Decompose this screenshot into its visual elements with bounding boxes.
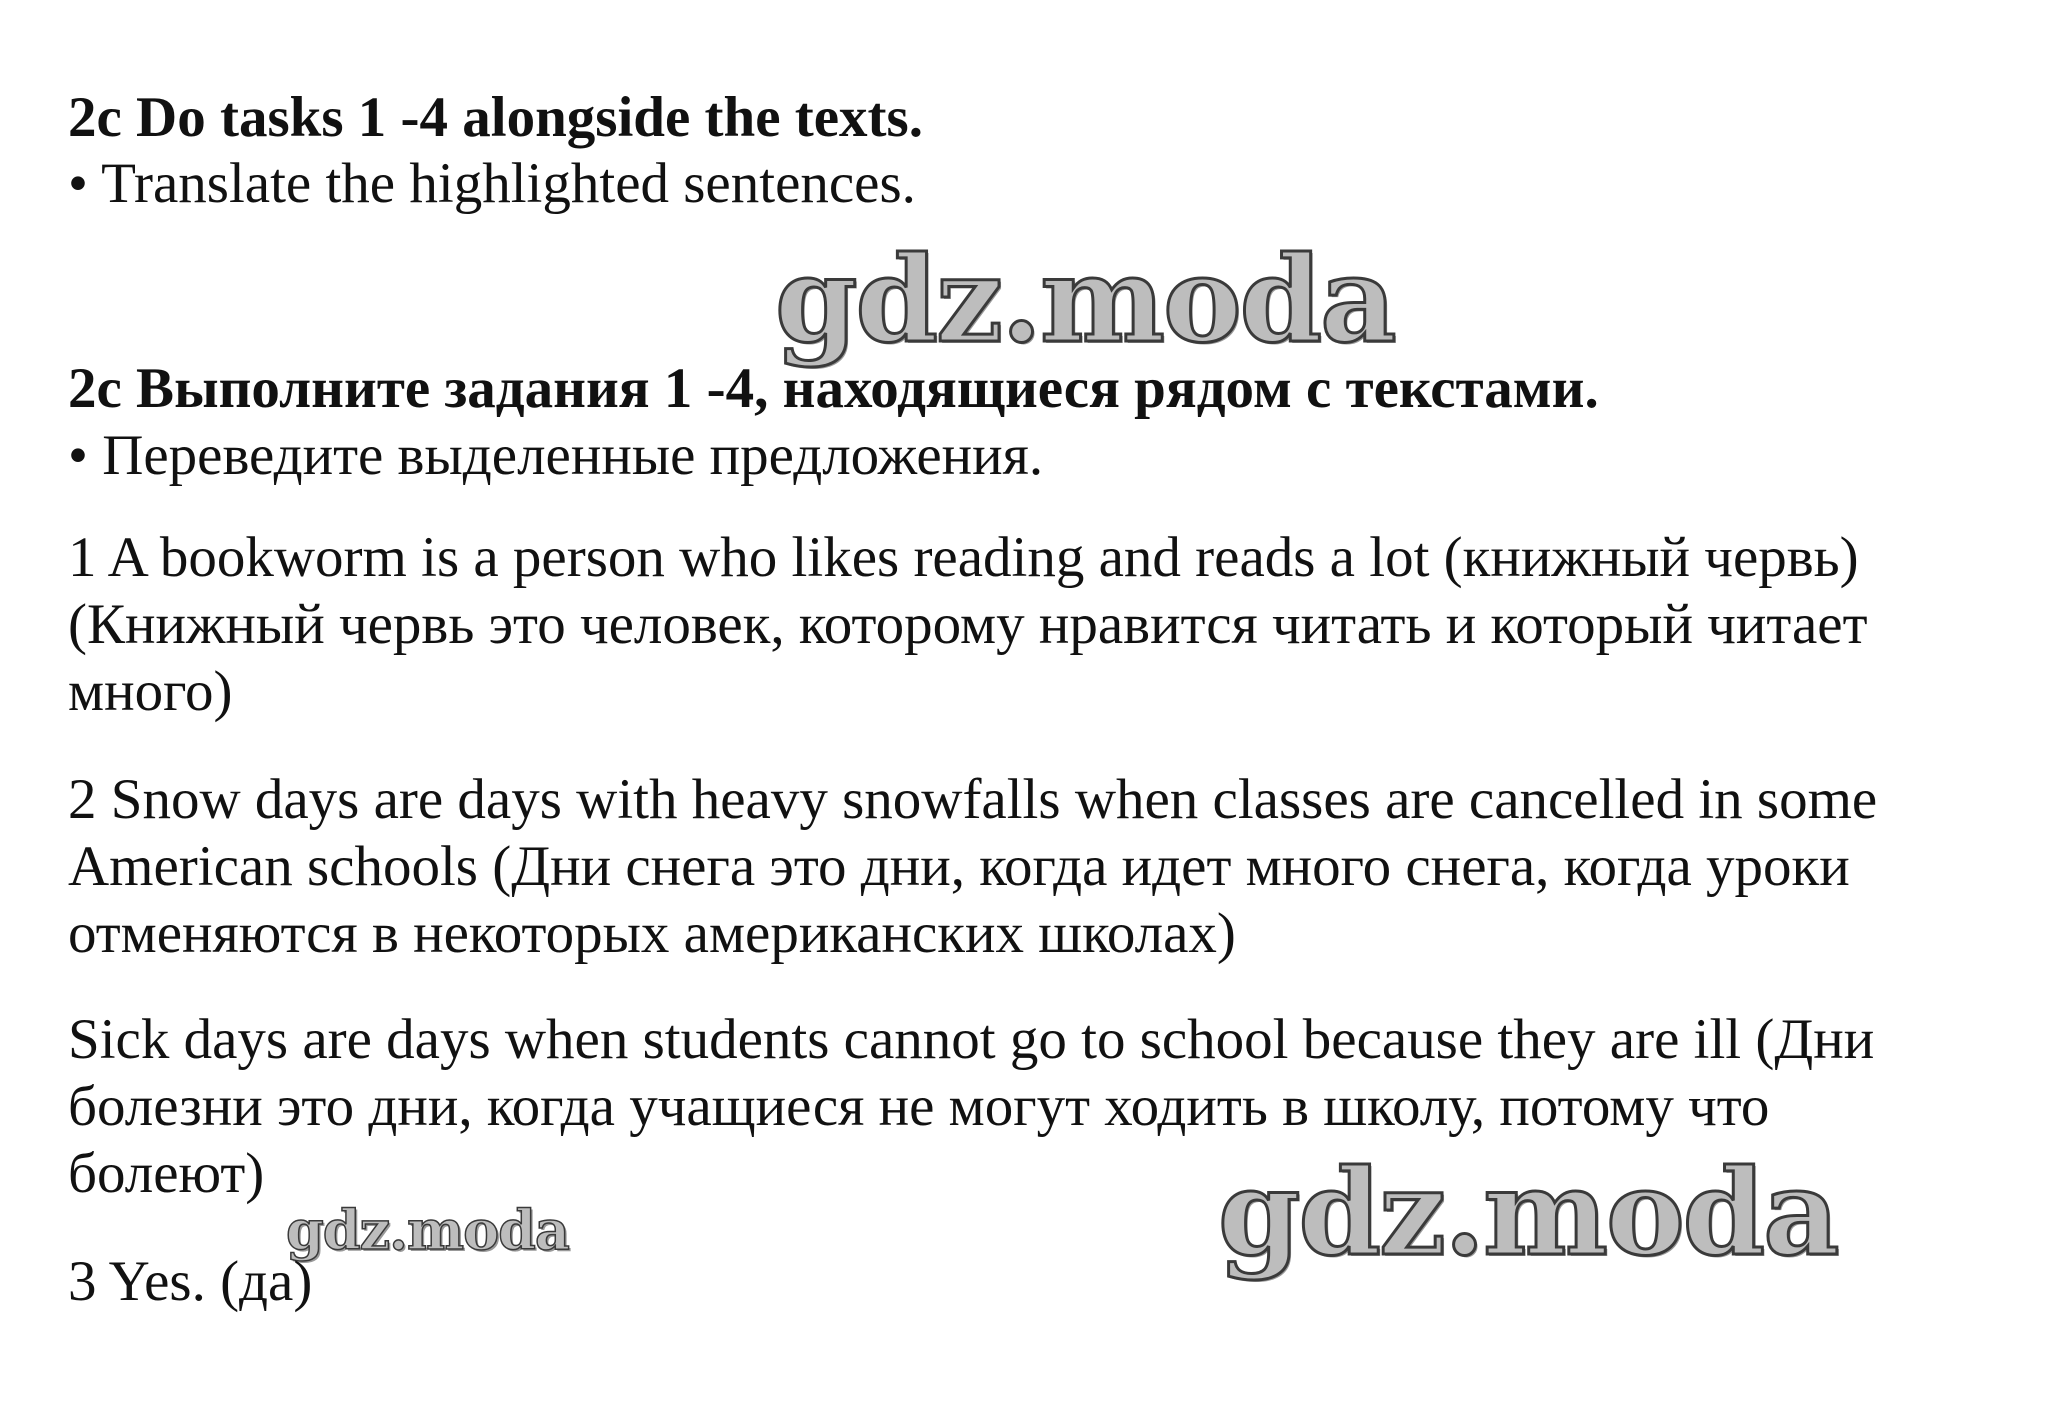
answer-3-line-1: 3 Yes. (да): [68, 1250, 313, 1313]
task-instruction-en: • Translate the highlighted sentences.: [68, 152, 916, 215]
watermark-logo-small: gdz.moda: [286, 1198, 569, 1262]
task-heading-en: 2c Do tasks 1 -4 alongside the texts.: [68, 86, 923, 149]
answer-2-line-3: отменяются в некоторых американских школах): [68, 902, 1236, 965]
watermark-logo-large: gdz.moda: [1218, 1143, 1838, 1282]
answer-2b-line-1: Sick days are days when students cannot go to school because they are ill (Дни: [68, 1008, 1875, 1071]
answer-2-line-2: American schools (Дни снега это дни, когда идет много снега, когда уроки: [68, 835, 1850, 898]
watermark-logo: gdz.moda: [775, 230, 1395, 369]
answer-1-line-1: 1 A bookworm is a person who likes reading and reads a lot (книжный червь): [68, 526, 1859, 589]
answer-1-line-2: (Книжный червь это человек, которому нравится читать и который читает: [68, 593, 1868, 656]
answer-2b-line-2: болезни это дни, когда учащиеся не могут ходить в школу, потому что: [68, 1075, 1770, 1138]
task-heading-ru: 2c Выполните задания 1 -4, находящиеся рядом с текстами.: [68, 357, 1599, 420]
answer-1-line-3: много): [68, 660, 233, 723]
answer-2-line-1: 2 Snow days are days with heavy snowfalls when classes are cancelled in some: [68, 768, 1878, 831]
task-instruction-ru: • Переведите выделенные предложения.: [68, 424, 1044, 487]
answer-2b-line-3: болеют): [68, 1142, 265, 1205]
